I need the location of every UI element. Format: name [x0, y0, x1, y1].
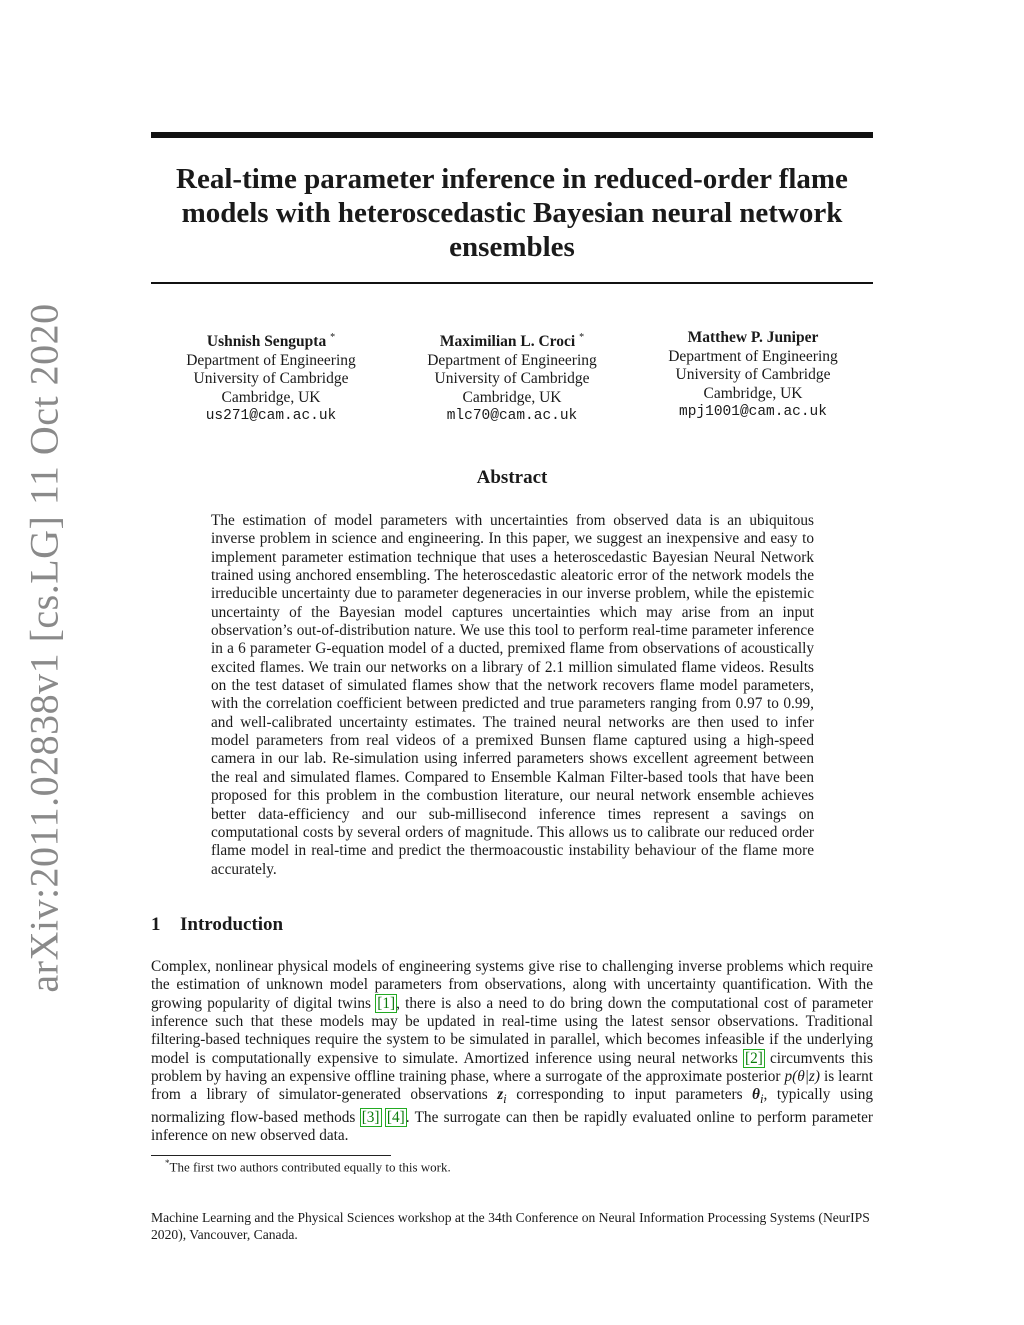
author-department: Department of Engineering [186, 351, 356, 369]
author-email[interactable]: mpj1001@cam.ac.uk [679, 404, 827, 420]
author-location: Cambridge, UK [462, 388, 562, 406]
author-university: University of Cambridge [675, 366, 831, 383]
citation-link[interactable]: [3] [361, 1108, 380, 1126]
title-rule-top [151, 132, 873, 138]
author-location: Cambridge, UK [221, 388, 321, 406]
footnote: *The first two authors contributed equally to this work. [165, 1158, 451, 1175]
arxiv-identifier: arXiv:2011.02838v1 [cs.LG] 11 Oct 2020 [21, 303, 67, 993]
citation-link[interactable]: [1] [377, 994, 396, 1012]
introduction-paragraph: Complex, nonlinear physical models of engineering systems give rise to challenging inverse problems which require the estimation of unknown model parameters from observations, along with uncertainty quantification. With the growing popularity of digital twins [1], there is also a need to do bring down the computational cost of parameter inference such that these models may be updated in real-time using the latest sensor observations. Traditional filtering-based techniques require the system to be simulated in parallel, which becomes infeasible if the underlying model is computationally expensive to simulate. Amortized inference using neural networks [2] circumvents this problem by having an expensive offline training phase, where a surrogate of the approximate posterior p(θ|z) is learnt from a library of simulator-generated observations $z_i$ corresponding to input parameters $\theta_i$, typically using normalizing flow-based methods [3] [4]. The surrogate can then be rapidly evaluated online to perform parameter inference on new observed data. [151, 958, 873, 1145]
author-email[interactable]: mlc70@cam.ac.uk [446, 408, 578, 425]
citation-link[interactable]: [4] [386, 1108, 405, 1126]
paper-title: Real-time parameter inference in reduced-order flame models with heteroscedastic Bayesian neural network ensembles [176, 163, 848, 263]
author-1 [151, 329, 391, 426]
math-posterior: p(θ|z) [784, 1068, 820, 1086]
author-university: University of Cambridge [434, 370, 590, 388]
section-number: 1 [151, 914, 161, 935]
author-name: Maximilian L. Croci * [439, 332, 585, 351]
citation-link[interactable]: [2] [745, 1049, 763, 1067]
venue-note: Machine Learning and the Physical Sciences workshop at the 34th Conference on Neural Information Processing Systems (NeurIPS 2020), Vancouver, Canada. [151, 1210, 870, 1242]
author-name: Matthew P. Juniper [687, 329, 819, 346]
footnote-mark: * [165, 1158, 170, 1168]
math-parameter: $\theta_i$ [752, 1086, 764, 1107]
author-name: Ushnish Sengupta * [206, 332, 336, 351]
author-3 [633, 329, 873, 426]
author-university: University of Cambridge [193, 370, 349, 388]
author-email[interactable]: us271@cam.ac.uk [205, 408, 337, 425]
math-observation: $z_i$ [497, 1086, 507, 1107]
footnote-rule [151, 1155, 391, 1156]
title-rule-bottom [151, 282, 873, 284]
section-title: Introduction [180, 914, 284, 935]
author-department: Department of Engineering [668, 347, 838, 365]
abstract-text: The estimation of model parameters with uncertainties from observed data is an ubiquitous inverse problem in science and engineering. In this paper, we suggest an inexpensive and easy to implement parameter estimation technique that uses a heteroscedastic Bayesian Neural Network trained using anchored ensembling. The heteroscedastic aleatoric error of the network models the irreducible uncertainty due to parameter degeneracies in our inverse problem, while the epistemic uncertainty of the Bayesian model captures uncertainties which may arise from an input observation’s out-of-distribution nature. We use this tool to perform real-time parameter inference in a 6 parameter G-equation model of a ducted, premixed flame from observations of acoustically excited flames. We train our networks on a library of 2.1 million simulated flame videos. Results on the test dataset of simulated flames show that the network recovers flame model parameters, with the correlation coefficient between predicted and true parameters ranging from 0.97 to 0.99, and well-calibrated uncertainty estimates. The trained neural networks are then used to infer model parameters from real videos of a premixed Bunsen flame captured using a high-speed camera in our lab. Re-simulation using inferred parameters shows excellent agreement between the real and simulated flames. Compared to Ensemble Kalman Filter-based tools that have been proposed for this problem in the combustion literature, our neural network ensemble achieves better data-efficiency and our sub-millisecond inference times represent a savings on computational costs by several orders of magnitude. This allows us to calibrate our reduced order flame model in real-time and predict the thermoacoustic instability behaviour of the flame more accurately. [211, 512, 814, 878]
section-heading [151, 914, 283, 936]
author-2 [392, 329, 632, 426]
author-department: Department of Engineering [427, 351, 597, 369]
author-block [151, 329, 873, 426]
author-location: Cambridge, UK [703, 384, 803, 402]
abstract-heading: Abstract [476, 467, 548, 488]
